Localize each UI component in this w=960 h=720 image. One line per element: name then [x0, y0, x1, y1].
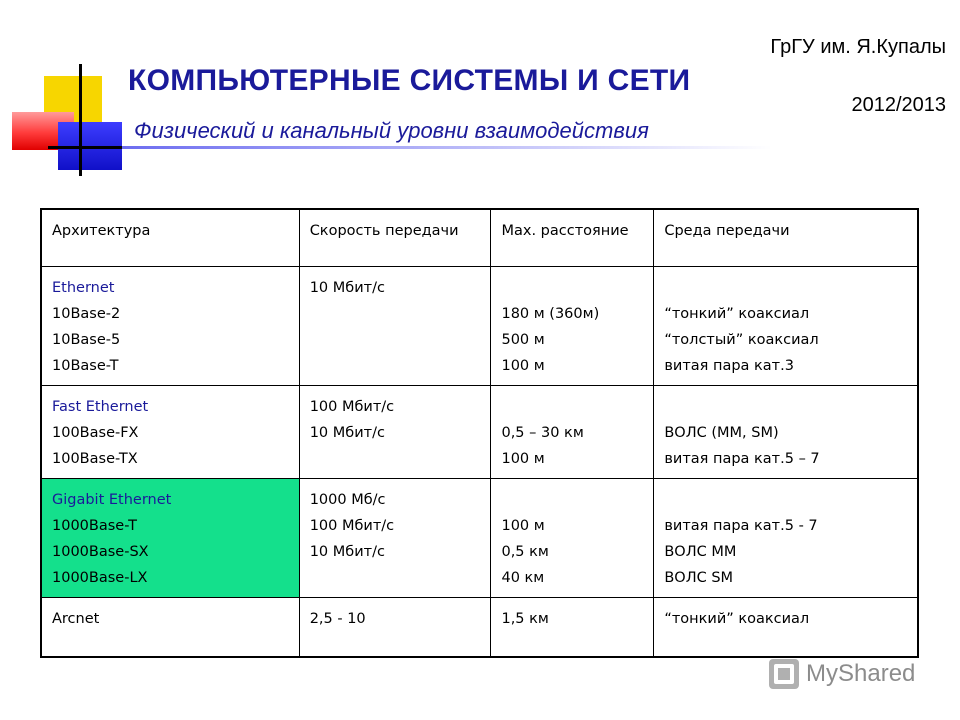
distance-cell — [491, 479, 654, 598]
page-title: КОМПЬЮТЕРНЫЕ СИСТЕМЫ И СЕТИ — [128, 64, 691, 97]
medium-cell — [654, 598, 918, 658]
speed-value: 10 Мбит/с — [309, 280, 385, 296]
logo-vertical-line — [79, 64, 82, 176]
header-medium: Среда передачи — [654, 209, 918, 267]
distance-value: 100 м — [501, 358, 545, 374]
header-speed: Скорость передачи — [299, 209, 491, 267]
distance-value: 180 м (360м) — [501, 306, 600, 322]
architecture-cell — [41, 598, 299, 658]
header-architecture: Архитектура — [41, 209, 299, 267]
distance-value: 40 км — [501, 570, 545, 586]
variant: 1000Base-SX — [52, 544, 149, 560]
header-distance: Max. расстояние — [491, 209, 654, 267]
speed-cell — [299, 598, 491, 658]
variant: 1000Base-T — [52, 518, 137, 534]
variant: 10Base-2 — [52, 306, 121, 322]
cell-spacer — [501, 394, 643, 420]
distance-value: 100 м — [501, 518, 545, 534]
speed-value: 10 Мбит/с — [309, 544, 385, 560]
variant: 10Base-5 — [52, 332, 121, 348]
logo-horizontal-line — [48, 146, 126, 149]
speed-cell — [299, 267, 491, 386]
medium-value: ВОЛС ММ — [664, 544, 737, 560]
architecture-name: Fast Ethernet — [52, 399, 149, 415]
variant: 1000Base-LX — [52, 570, 148, 586]
medium-cell — [654, 479, 918, 598]
medium-value: “тонкий” коаксиал — [664, 611, 810, 627]
distance-cell — [491, 386, 654, 479]
distance-value: 0,5 км — [501, 544, 549, 560]
table-header-row — [41, 209, 918, 267]
medium-value: витая пара кат.3 — [664, 358, 794, 374]
speed-value: 2,5 - 10 — [309, 611, 366, 627]
watermark-logo-icon — [768, 658, 800, 690]
watermark — [766, 656, 926, 696]
architecture-name: Gigabit Ethernet — [52, 492, 172, 508]
architecture-cell — [41, 267, 299, 386]
cell-spacer — [501, 275, 643, 301]
speed-value: 100 Мбит/с — [309, 518, 395, 534]
medium-value: ВОЛС (ММ, SM) — [664, 425, 779, 441]
distance-cell — [491, 598, 654, 658]
speed-cell — [299, 386, 491, 479]
table-row — [41, 267, 918, 386]
architecture-name: Ethernet — [52, 280, 115, 296]
distance-value: 0,5 – 30 км — [501, 425, 584, 441]
cell-spacer — [52, 632, 289, 650]
distance-value: 100 м — [501, 451, 545, 467]
distance-cell — [491, 267, 654, 386]
distance-value: 1,5 км — [501, 611, 549, 627]
architecture-cell — [41, 386, 299, 479]
decorative-logo — [0, 0, 130, 180]
table-row — [41, 386, 918, 479]
cell-spacer — [501, 487, 643, 513]
architecture-table — [40, 208, 919, 658]
table-row — [41, 598, 918, 658]
medium-cell — [654, 267, 918, 386]
cell-spacer — [664, 394, 907, 420]
cell-spacer — [664, 275, 907, 301]
variant: 100Base-TX — [52, 451, 138, 467]
medium-value: “тонкий” коаксиал — [664, 306, 810, 322]
speed-cell — [299, 479, 491, 598]
title-underline — [122, 146, 772, 149]
architecture-cell-highlighted — [41, 479, 299, 598]
speed-value: 100 Мбит/с — [309, 399, 395, 415]
watermark-text: MyShared — [806, 660, 916, 687]
speed-value: 10 Мбит/с — [309, 425, 385, 441]
variant: 100Base-FX — [52, 425, 139, 441]
university-label: ГрГУ им. Я.Купалы — [770, 36, 946, 58]
year-label: 2012/2013 — [851, 94, 946, 116]
page-subtitle: Физический и канальный уровни взаимодействия — [134, 118, 649, 143]
variant: 10Base-T — [52, 358, 119, 374]
architecture-name: Arcnet — [52, 611, 100, 627]
cell-spacer — [664, 487, 907, 513]
table-row — [41, 479, 918, 598]
medium-value: витая пара кат.5 - 7 — [664, 518, 818, 534]
medium-value: “толстый” коаксиал — [664, 332, 819, 348]
medium-value: ВОЛС SM — [664, 570, 734, 586]
medium-value: витая пара кат.5 – 7 — [664, 451, 820, 467]
speed-value: 1000 Мб/с — [309, 492, 386, 508]
medium-cell — [654, 386, 918, 479]
distance-value: 500 м — [501, 332, 545, 348]
